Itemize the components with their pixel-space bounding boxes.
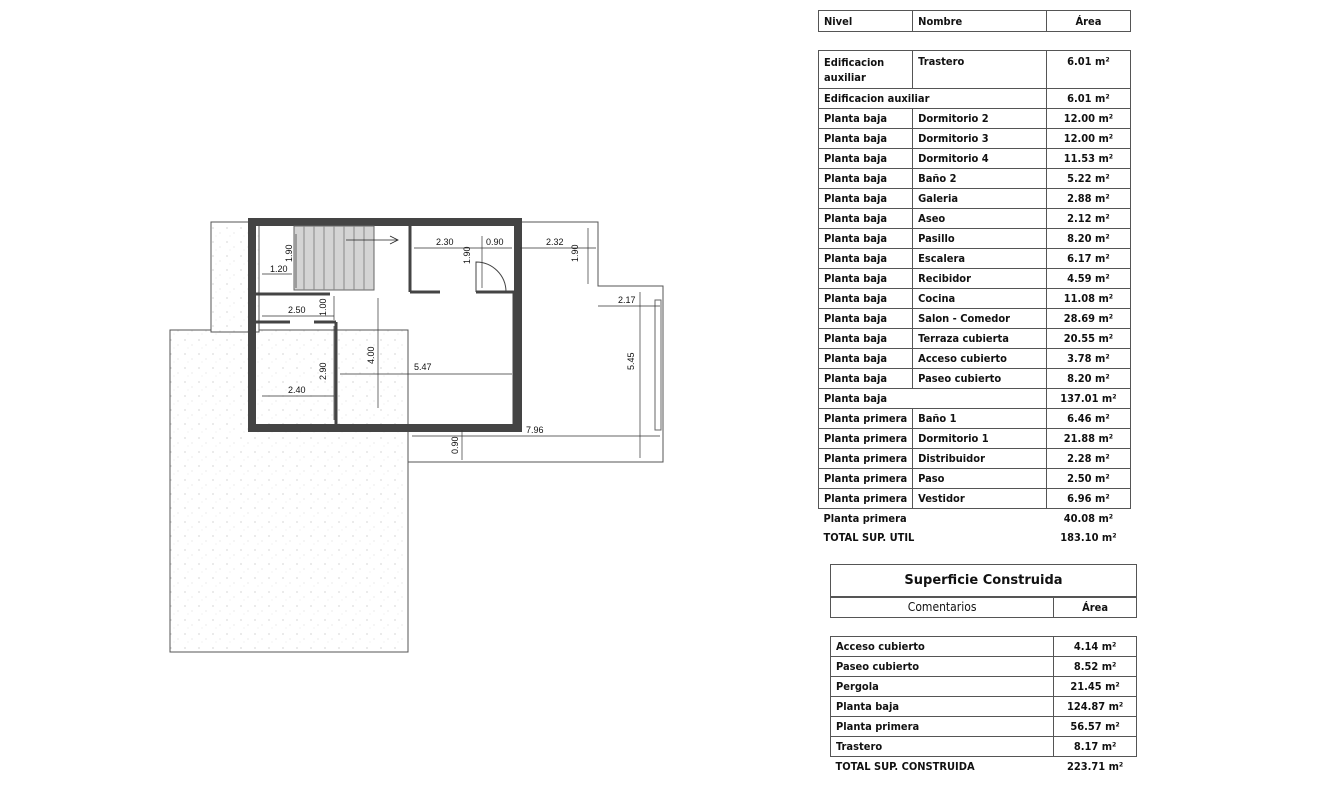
col-header-comentarios: Comentarios	[831, 597, 1054, 618]
table-row	[819, 429, 1131, 449]
cell-summary: Planta baja	[819, 389, 1047, 409]
cell-area: 20.55 m²	[1046, 329, 1130, 349]
superficie-util-table	[818, 10, 1131, 547]
cell-area: 28.69 m²	[1046, 309, 1130, 329]
cell-area: 6.01 m²	[1046, 51, 1130, 89]
table-row	[819, 229, 1131, 249]
cell-area: 21.88 m²	[1046, 429, 1130, 449]
cell-nivel: Planta baja	[819, 349, 913, 369]
dim-label: 7.96	[526, 425, 544, 435]
col-header-area: Área	[1054, 597, 1137, 618]
cell-area: 11.08 m²	[1046, 289, 1130, 309]
cell-nombre: Acceso cubierto	[913, 349, 1047, 369]
table-row	[819, 528, 1131, 547]
dim-label: 2.90	[318, 362, 328, 380]
cell-nivel: Planta baja	[819, 329, 913, 349]
cell-nombre: Vestidor	[913, 489, 1047, 509]
superficie-construida-title: Superficie Construida	[830, 564, 1137, 598]
table-row	[819, 329, 1131, 349]
floor-plan	[0, 0, 720, 700]
dim-label: 2.17	[618, 295, 636, 305]
table-row	[819, 289, 1131, 309]
cell-area: 6.01 m²	[1046, 89, 1130, 109]
cell-nivel: Planta primera	[819, 469, 913, 489]
cell-area: 137.01 m²	[1046, 389, 1130, 409]
table-row	[819, 389, 1131, 409]
table-row	[831, 677, 1137, 697]
cell-area: 223.71 m²	[1066, 760, 1124, 773]
cell-area: 3.78 m²	[1046, 349, 1130, 369]
table-row	[819, 89, 1131, 109]
cell-nivel: Planta baja	[819, 249, 913, 269]
cell-area: 2.88 m²	[1046, 189, 1130, 209]
cell-area: 56.57 m²	[1054, 717, 1137, 737]
cell-nombre: Dormitorio 3	[913, 129, 1047, 149]
cell-nombre: Paso	[913, 469, 1047, 489]
dim-label: 4.00	[366, 346, 376, 364]
cell-name: Paseo cubierto	[831, 657, 1054, 677]
cell-nombre: Baño 1	[913, 409, 1047, 429]
table-row	[819, 469, 1131, 489]
cell-name: Planta primera	[831, 717, 1054, 737]
cell-area: 2.12 m²	[1046, 209, 1130, 229]
door-swing	[476, 262, 506, 292]
cell-area: 6.96 m²	[1046, 489, 1130, 509]
cell-nivel: Edificacion auxiliar	[819, 51, 913, 89]
table-row	[831, 697, 1137, 717]
window-right	[655, 300, 661, 430]
cell-nivel: Planta baja	[819, 109, 913, 129]
cell-area: 8.52 m²	[1054, 657, 1137, 677]
cell-area: 4.59 m²	[1046, 269, 1130, 289]
cell-nombre: Pasillo	[913, 229, 1047, 249]
table-row	[819, 51, 1131, 89]
cell-area: 4.14 m²	[1054, 637, 1137, 657]
stairs	[294, 226, 398, 290]
cell-nivel: Planta primera	[819, 449, 913, 469]
cell-area: 8.17 m²	[1054, 737, 1137, 757]
cell-summary: Planta primera	[823, 512, 907, 525]
cell-area: 12.00 m²	[1046, 109, 1130, 129]
col-header-area: Área	[1046, 11, 1130, 32]
cell-nivel: Planta primera	[819, 409, 913, 429]
dim-label: 1.90	[462, 246, 472, 264]
col-header-nombre: Nombre	[913, 11, 1047, 32]
cell-name: Pergola	[831, 677, 1054, 697]
cell-nivel: Planta primera	[819, 489, 913, 509]
cell-area: 11.53 m²	[1046, 149, 1130, 169]
cell-nivel: Planta baja	[819, 309, 913, 329]
cell-summary: Edificacion auxiliar	[819, 89, 1047, 109]
table-row	[819, 149, 1131, 169]
cell-nombre: Distribuidor	[913, 449, 1047, 469]
table-row	[819, 409, 1131, 429]
cell-area: 183.10 m²	[1060, 531, 1117, 544]
cell-area: 2.28 m²	[1046, 449, 1130, 469]
cell-summary: TOTAL SUP. CONSTRUIDA	[835, 760, 975, 773]
cell-nombre: Trastero	[913, 51, 1047, 89]
table-row	[819, 489, 1131, 509]
cell-name: Acceso cubierto	[831, 637, 1054, 657]
cell-nivel: Planta baja	[819, 189, 913, 209]
cell-nombre: Recibidor	[913, 269, 1047, 289]
table-row	[819, 189, 1131, 209]
table-row	[819, 209, 1131, 229]
cell-area: 2.50 m²	[1046, 469, 1130, 489]
cell-nombre: Dormitorio 2	[913, 109, 1047, 129]
table-row	[819, 109, 1131, 129]
cell-nombre: Dormitorio 4	[913, 149, 1047, 169]
cell-nombre: Terraza cubierta	[913, 329, 1047, 349]
cell-area: 40.08 m²	[1063, 512, 1114, 525]
cell-nivel: Planta baja	[819, 129, 913, 149]
cell-summary: TOTAL SUP. UTIL	[823, 531, 915, 544]
cell-nombre: Paseo cubierto	[913, 369, 1047, 389]
cell-nombre: Escalera	[913, 249, 1047, 269]
terrace-area-left	[170, 330, 408, 652]
table-row	[831, 657, 1137, 677]
dim-label: 0.90	[486, 237, 504, 247]
table-row	[819, 309, 1131, 329]
cell-nivel: Planta baja	[819, 149, 913, 169]
table-row	[819, 349, 1131, 369]
dim-label: 5.47	[414, 362, 432, 372]
dim-label: 2.50	[288, 305, 306, 315]
col-header-nivel: Nivel	[819, 11, 913, 32]
table-row	[819, 249, 1131, 269]
cell-nivel: Planta baja	[819, 229, 913, 249]
table-row	[819, 369, 1131, 389]
cell-nombre: Aseo	[913, 209, 1047, 229]
cell-area: 5.22 m²	[1046, 169, 1130, 189]
dim-label: 1.90	[570, 244, 580, 262]
cell-nivel: Planta baja	[819, 369, 913, 389]
dim-label: 2.32	[546, 237, 564, 247]
cell-name: Trastero	[831, 737, 1054, 757]
cell-nombre: Dormitorio 1	[913, 429, 1047, 449]
cell-nivel: Planta baja	[819, 269, 913, 289]
cell-nombre: Galeria	[913, 189, 1047, 209]
superficie-construida-header	[830, 596, 1137, 618]
cell-area: 8.20 m²	[1046, 369, 1130, 389]
table-header-row	[819, 11, 1131, 32]
table-row	[831, 637, 1137, 657]
cell-nivel: Planta primera	[819, 429, 913, 449]
cell-area: 21.45 m²	[1054, 677, 1137, 697]
table-row	[831, 757, 1137, 777]
dim-label: 1.00	[318, 298, 328, 316]
cell-nivel: Planta baja	[819, 289, 913, 309]
cell-area: 124.87 m²	[1054, 697, 1137, 717]
cell-nivel: Planta baja	[819, 169, 913, 189]
cell-area: 8.20 m²	[1046, 229, 1130, 249]
cell-nombre: Cocina	[913, 289, 1047, 309]
cell-nombre: Baño 2	[913, 169, 1047, 189]
table-row	[819, 269, 1131, 289]
dim-label: 1.20	[270, 264, 288, 274]
cell-name: Planta baja	[831, 697, 1054, 717]
cell-area: 12.00 m²	[1046, 129, 1130, 149]
cell-area: 6.17 m²	[1046, 249, 1130, 269]
table-row	[819, 509, 1131, 529]
cell-area: 6.46 m²	[1046, 409, 1130, 429]
table-row	[819, 169, 1131, 189]
cell-nombre: Salon - Comedor	[913, 309, 1047, 329]
dim-label: 0.90	[450, 436, 460, 454]
dim-label: 2.40	[288, 385, 306, 395]
dim-label: 5.45	[626, 352, 636, 370]
superficie-construida-table	[830, 636, 1137, 776]
table-row	[831, 737, 1137, 757]
table-row	[831, 717, 1137, 737]
dim-label: 1.90	[284, 244, 294, 262]
dim-label: 2.30	[436, 237, 454, 247]
cell-nivel: Planta baja	[819, 209, 913, 229]
table-row	[819, 129, 1131, 149]
table-row	[819, 449, 1131, 469]
